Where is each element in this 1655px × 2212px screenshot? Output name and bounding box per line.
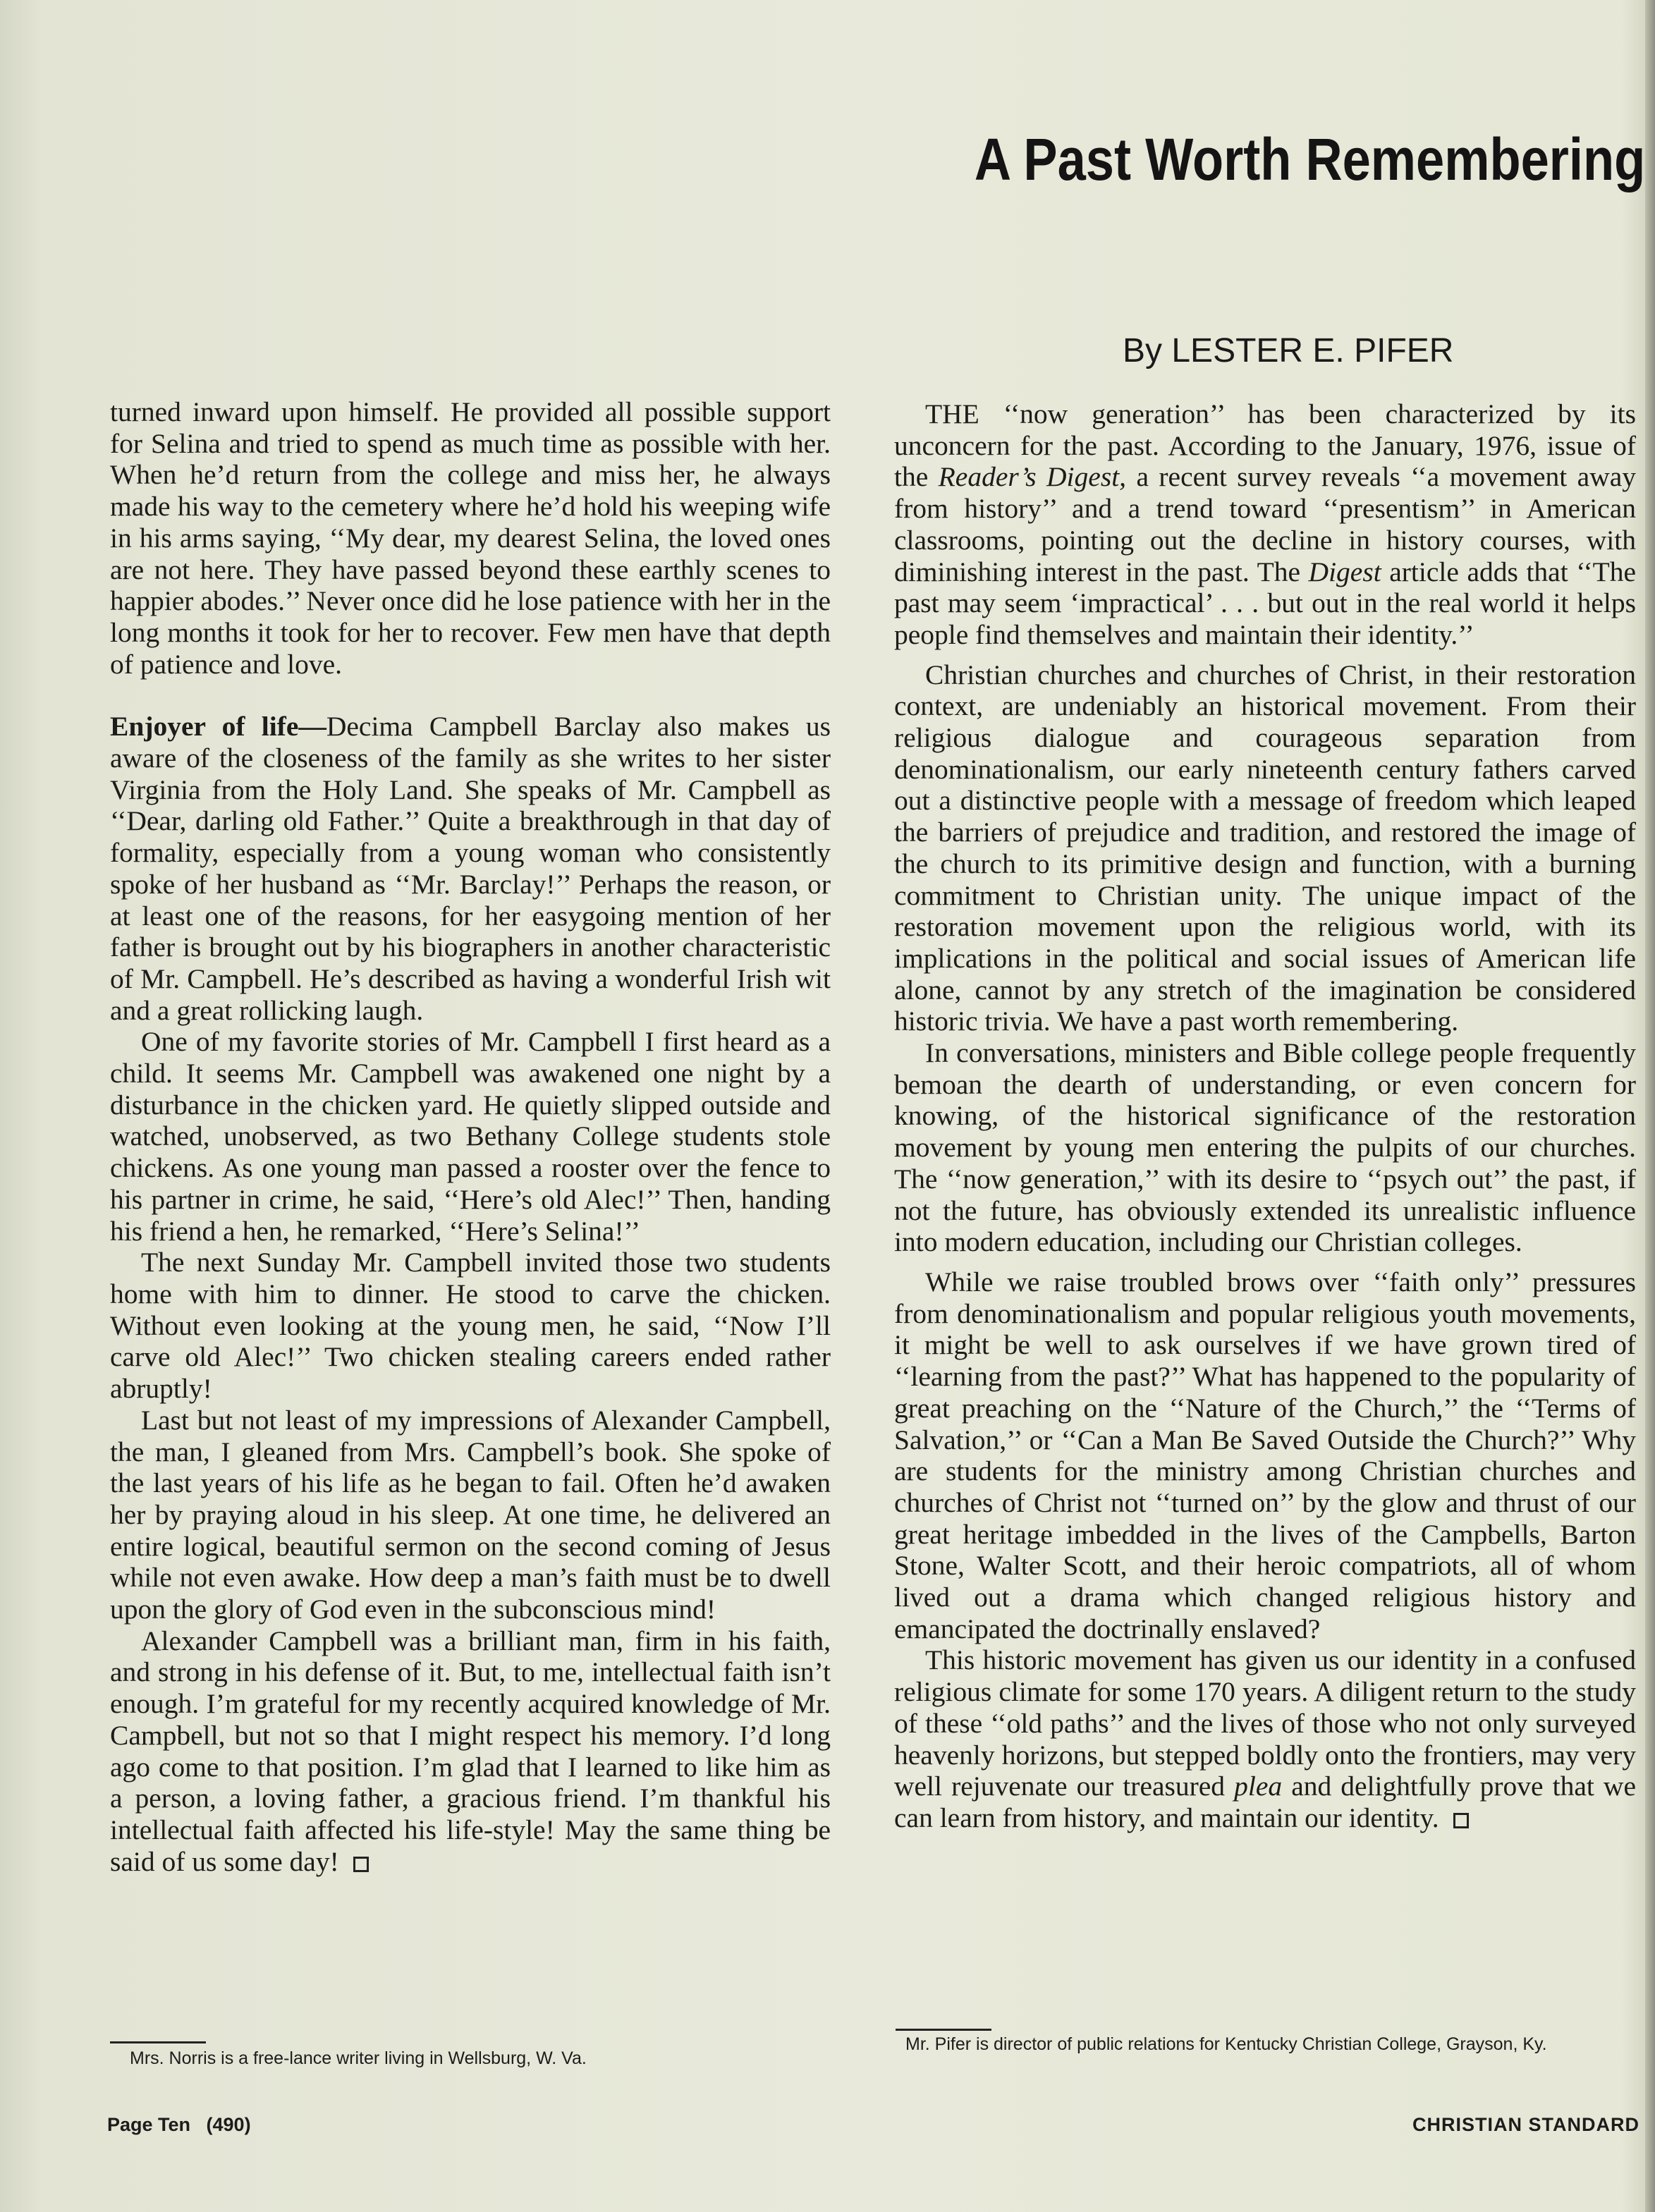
left-paragraph-5: Last but not least of my impressions of Alexander Campbell, the man, I gleaned from Mrs. Campbell’s book. She spoke of the last years of his life as he began to fail. Often he’d awaken her by praying aloud in his sleep. At one time, he delivered an entire logical, beautiful sermon on the second coming of Jesus while not even awake. How deep a man’s faith must be to dwell upon the glory of God even in the subconscious mind! <box>110 1404 831 1625</box>
page-edge-shadow <box>1645 0 1655 2212</box>
magazine-name: CHRISTIAN STANDARD <box>1412 2114 1639 2135</box>
plea-word: plea <box>1234 1771 1283 1802</box>
subhead-enjoyer-of-life: Enjoyer of life— <box>110 711 326 743</box>
right-footnote-rule <box>896 2029 991 2031</box>
right-paragraph-3: In conversations, ministers and Bible college people frequently bemoan the dearth of understanding, or even concern for knowing, of the historical significance of the restoration movement by young men entering the pulpits of our churches. The ‘‘now generation,’’ with its desire to ‘‘psych out’’ the past, if not the future, has obviously extended its unrealistic influence into modern education, including our Christian colleges. <box>894 1037 1636 1258</box>
right-paragraph-4: While we raise troubled brows over ‘‘faith only’’ pressures from denominationalism and popular religious youth movements, it might be well to ask ourselves if we have grown tired of ‘‘learning from the past?’’ What has happened to the popularity of great preaching on the ‘‘Nature of the Church,’’ the ‘‘Terms of Salvation,’’ or ‘‘Can a Man Be Saved Outside the Church?’’ Why are students for the ministry among Christian churches and churches of Christ not ‘‘turned on’’ by the glow and thrust of our great heritage imbedded in the lives of the Campbells, Barton Stone, Walter Scott, and their heroic compatriots, all of whom lived out a drama which changed religious history and emancipated the doctrinally enslaved? <box>894 1266 1636 1644</box>
right-paragraph-5-text-b: and delightfully prove that we can learn from history, and maintain our identity. <box>894 1771 1636 1833</box>
left-column <box>110 396 831 1877</box>
left-footnote-rule <box>110 2041 206 2043</box>
readers-digest-title: Reader’s Digest, <box>938 461 1127 493</box>
left-author-note: Mrs. Norris is a free-lance writer living in Wellsburg, W. Va. <box>130 2048 587 2068</box>
right-paragraph-1-text-b: a recent survey reveals ‘‘a movement away from history’’ and a trend toward ‘‘presentism’’ in American classrooms, pointing out the decline in history courses, with diminishing interest in the past. The <box>894 461 1636 587</box>
end-mark-icon <box>1453 1813 1469 1828</box>
left-paragraph-2-text: Decima Campbell Barclay also makes us aware of the closeness of the family as she writes to her sister Virginia from the Holy Land. She speaks of Mr. Campbell as ‘‘Dear, darling old Father.’’ Quite a breakthrough in that day of formality, especially from a young woman who consistently spoke of her husband as ‘‘Mr. Barclay!’’ Perhaps the reason, or at least one of the reasons, for her easygoing mention of her father is brought out by his biographers in another characteristic of Mr. Campbell. He’s described as having a wonderful Irish wit and a great rollicking laugh. <box>110 711 831 1026</box>
right-paragraph-5 <box>894 1644 1636 1833</box>
left-paragraph-6-text: Alexander Campbell was a brilliant man, firm in his faith, and strong in his defense of it. But, to me, intellectual faith isn’t enough. I’m grateful for my recently acquired knowledge of Mr. Campbell, but not so that I might respect his memory. I’d long ago come to that position. I’m glad that I learned to like him as a person, a loving father, a gracious friend. I’m thankful his intellectual faith affected his life-style! May the same thing be said of us some day! <box>110 1625 831 1877</box>
left-paragraph-3: One of my favorite stories of Mr. Campbell I first heard as a child. It seems Mr. Campbell was awakened one night by a disturbance in the chicken yard. He quietly slipped outside and watched, unobserved, as two Bethany College students stole chickens. As one young man passed a rooster over the fence to his partner in crime, he said, ‘‘Here’s old Alec!’’ Then, handing his friend a hen, he remarked, ‘‘Here’s Selina!’’ <box>110 1026 831 1247</box>
right-paragraph-5-text-a: This historic movement has given us our identity in a confused religious climate for some 170 years. A diligent return to the study of these ‘‘old paths’’ and the lives of those who not only surveyed heavenly horizons, but stepped boldly onto the frontiers, may very well rejuvenate our treasured <box>894 1644 1636 1802</box>
right-column <box>894 398 1636 1834</box>
page-number: Page Ten (490) <box>107 2114 251 2135</box>
left-paragraph-2 <box>110 711 831 1026</box>
left-paragraph-6 <box>110 1625 831 1878</box>
article-title: A Past Worth Remembering <box>974 126 1645 193</box>
right-paragraph-1 <box>894 398 1636 651</box>
end-mark-icon <box>353 1857 369 1872</box>
left-paragraph-4: The next Sunday Mr. Campbell invited those two students home with him to dinner. He stood to carve the chicken. Without even looking at the young men, he said, ‘‘Now I’ll carve old Alec!’’ Two chicken stealing careers ended rather abruptly! <box>110 1247 831 1405</box>
article-byline: By LESTER E. PIFER <box>1123 332 1454 369</box>
right-author-note: Mr. Pifer is director of public relations for Kentucky Christian College, Grayson, Ky. <box>905 2034 1547 2054</box>
right-paragraph-1-text-a: THE ‘‘now generation’’ has been characterized by its unconcern for the past. According to the January, 1976, issue of the <box>894 398 1636 493</box>
digest-title: Digest <box>1308 556 1381 587</box>
right-paragraph-2: Christian churches and churches of Christ, in their restoration context, are undeniably an historical movement. From their religious dialogue and courageous separation from denominationalism, our early nineteenth century fathers carved out a distinctive people with a message of freedom which leaped the barriers of prejudice and tradition, and restored the image of the church to its primitive design and function, with a burning commitment to Christian unity. The unique impact of the restoration movement upon the religious world, with its implications in the political and social issues of American life alone, cannot by any stretch of the imagination be considered historic trivia. We have a past worth remembering. <box>894 659 1636 1037</box>
right-paragraph-1-text-c: article adds that ‘‘The past may seem ‘impractical’ . . . but out in the real world it helps people find themselves and maintain their identity.’’ <box>894 556 1637 650</box>
left-paragraph-1: turned inward upon himself. He provided all possible support for Selina and tried to spend as much time as possible with her. When he’d return from the college and miss her, he always made his way to the cemetery where he’d hold his weeping wife in his arms saying, ‘‘My dear, my dearest Selina, the loved ones are not here. They have passed beyond these earthly scenes to happier abodes.’’ Never once did he lose patience with her in the long months it took for her to recover. Few men have that depth of patience and love. <box>110 396 831 680</box>
